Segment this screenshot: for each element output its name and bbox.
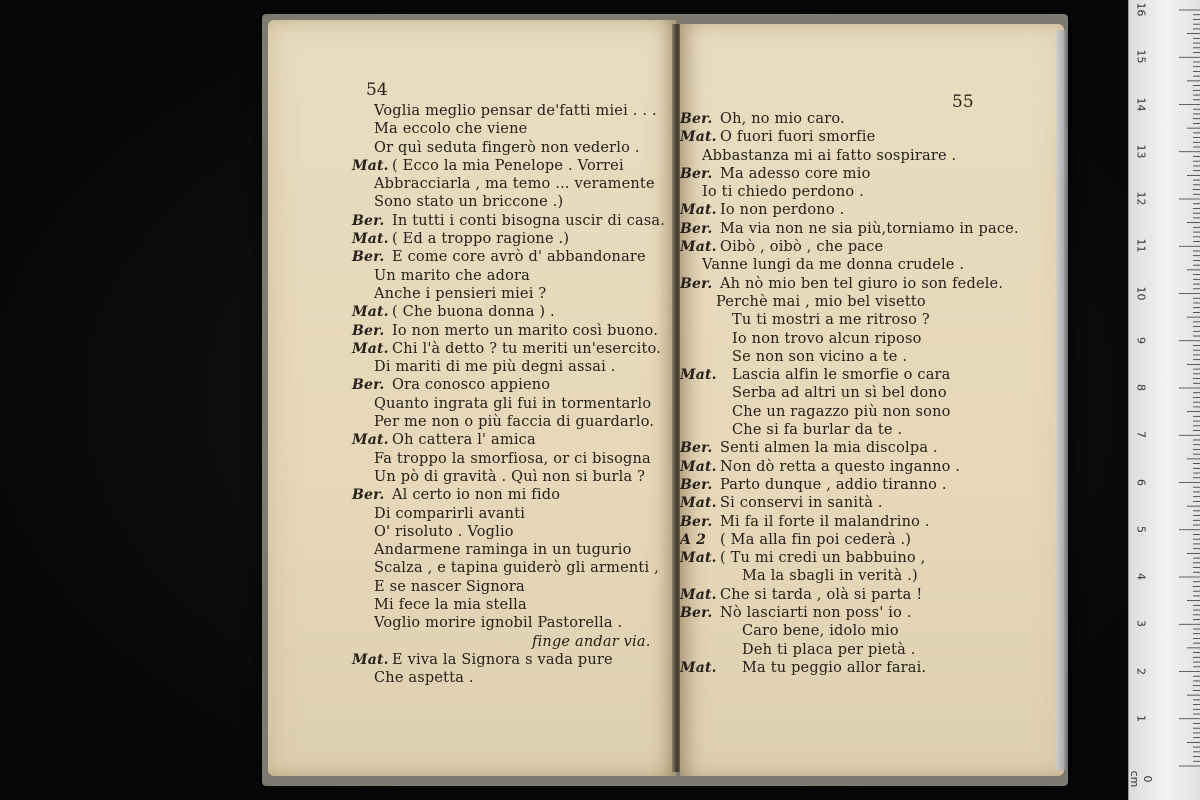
verse-line xyxy=(680,183,1060,201)
speaker-label: Mat. xyxy=(680,586,717,603)
ruler-number: 7 xyxy=(1134,431,1148,439)
verse-line xyxy=(352,139,672,157)
verse-line xyxy=(680,513,1060,531)
speaker-label: Mat. xyxy=(352,432,389,449)
speaker-label: Mat. xyxy=(680,129,717,146)
verse-line xyxy=(680,641,1060,659)
line-text: Fa troppo la smorfiosa, or ci bisogna xyxy=(374,450,651,467)
verse-line xyxy=(352,322,672,340)
line-text: Ma via non ne sia più,torniamo in pace. xyxy=(720,220,1019,237)
line-text: Oh cattera l' amica xyxy=(392,432,536,449)
speaker-label: Mat. xyxy=(352,651,389,668)
measuring-ruler xyxy=(1128,0,1200,800)
line-text: Or quì seduta fingerò non vederlo . xyxy=(374,139,640,156)
speaker-label: Mat. xyxy=(680,659,717,676)
line-text: Tu ti mostri a me ritroso ? xyxy=(732,312,930,329)
verse-line xyxy=(352,102,672,120)
speaker-label: Mat. xyxy=(352,340,389,357)
ruler-number: 16 xyxy=(1134,2,1148,17)
line-text: Caro bene, idolo mio xyxy=(742,623,899,640)
speaker-label: Ber. xyxy=(680,440,713,457)
verse-line xyxy=(352,596,672,614)
page-edge xyxy=(1056,30,1066,770)
speaker-label: Ber. xyxy=(680,476,713,493)
verse-line xyxy=(352,669,672,687)
speaker-label: Mat. xyxy=(680,202,717,219)
ruler-number: 11 xyxy=(1134,238,1148,253)
verse-line xyxy=(352,468,672,486)
line-text: ( Ma alla fin poi cederà .) xyxy=(720,531,912,548)
verse-line xyxy=(352,523,672,541)
speaker-label: Mat. xyxy=(680,239,717,256)
verse-line xyxy=(680,165,1060,183)
line-text: Di comparirli avanti xyxy=(374,505,526,522)
speaker-label: Ber. xyxy=(352,377,385,394)
line-text: Ma eccolo che viene xyxy=(374,121,528,138)
verse-line xyxy=(680,110,1060,128)
verse-line xyxy=(352,431,672,449)
verse-line xyxy=(680,549,1060,567)
verse-line xyxy=(352,395,672,413)
speaker-label: Mat. xyxy=(680,495,717,512)
ruler-number: 15 xyxy=(1134,49,1148,64)
line-text: Che si tarda , olà si parta ! xyxy=(720,586,923,603)
line-text: Al certo io non mi fido xyxy=(392,487,561,504)
line-text: Mi fece la mia stella xyxy=(374,597,527,614)
line-text: Lascia alfin le smorfie o cara xyxy=(732,367,951,384)
line-text: Ma tu peggio allor farai. xyxy=(742,659,927,676)
line-text: Io non merto un marito così buono. xyxy=(392,322,659,339)
verse-line xyxy=(352,193,672,211)
speaker-label: Mat. xyxy=(680,458,717,475)
line-text: Oh, no mio caro. xyxy=(720,111,845,127)
line-text: Serba ad altri un sì bel dono xyxy=(732,385,947,402)
line-text: Abbracciarla , ma temo ... veramente xyxy=(374,176,655,193)
verse-line xyxy=(680,128,1060,146)
line-text: Ma adesso core mio xyxy=(720,165,871,182)
verse-line xyxy=(680,659,1060,677)
line-text: Voglia meglio pensar de'fatti miei . . . xyxy=(374,103,657,119)
speaker-label: Ber. xyxy=(680,513,713,530)
line-text: Oibò , oibò , che pace xyxy=(720,239,884,256)
line-text: Che si fa burlar da te . xyxy=(732,422,903,439)
speaker-label: Ber. xyxy=(680,111,713,127)
verse-line xyxy=(352,358,672,376)
ruler-number: 4 xyxy=(1134,573,1148,580)
verse-line xyxy=(352,486,672,504)
verse-line xyxy=(352,303,672,321)
verse-line xyxy=(352,376,672,394)
verse-line xyxy=(680,366,1060,384)
speaker-label: Ber. xyxy=(680,275,713,292)
left-page-text xyxy=(352,102,672,688)
speaker-label: Mat. xyxy=(352,157,389,174)
verse-line xyxy=(352,578,672,596)
line-text: Che un ragazzo più non sono xyxy=(732,403,951,420)
verse-line xyxy=(352,285,672,303)
verse-line xyxy=(680,275,1060,293)
page-number-right: 55 xyxy=(952,92,974,112)
left-page xyxy=(268,20,676,776)
verse-line xyxy=(352,651,672,669)
verse-line xyxy=(352,248,672,266)
verse-line xyxy=(680,622,1060,640)
ruler-number: 1 xyxy=(1134,714,1148,722)
line-text: Scalza , e tapina guiderò gli armenti , xyxy=(374,560,659,577)
verse-line xyxy=(680,201,1060,219)
verse-line xyxy=(680,256,1060,274)
verse-line xyxy=(680,147,1060,165)
speaker-label: Mat. xyxy=(352,231,389,248)
ruler-number: 10 xyxy=(1134,286,1148,300)
line-text: Io non perdono . xyxy=(720,202,845,219)
right-page-text xyxy=(680,110,1060,677)
verse-line xyxy=(680,476,1060,494)
line-text: Sono stato un briccone .) xyxy=(374,194,564,211)
ruler-number: 6 xyxy=(1134,478,1148,486)
speaker-label: A 2 xyxy=(680,531,707,548)
verse-line xyxy=(352,541,672,559)
ruler-number: 13 xyxy=(1134,144,1148,159)
verse-line xyxy=(680,220,1060,238)
line-text: Ah nò mio ben tel giuro io son fedele. xyxy=(720,275,1004,292)
line-text: Non dò retta a questo inganno . xyxy=(720,458,961,475)
line-text: O' risoluto . Voglio xyxy=(374,523,514,540)
verse-line xyxy=(352,175,672,193)
line-text: ( Tu mi credi un babbuino , xyxy=(720,550,926,567)
line-text: Ora conosco appieno xyxy=(392,377,551,394)
verse-line xyxy=(352,267,672,285)
ruler-number: 8 xyxy=(1134,384,1148,391)
line-text: O fuori fuori smorfie xyxy=(720,129,876,146)
line-text: ( Che buona donna ) . xyxy=(392,304,555,321)
verse-line xyxy=(352,633,672,651)
line-text: Vanne lungi da me donna crudele . xyxy=(702,257,965,274)
verse-line xyxy=(680,330,1060,348)
ruler-number: 14 xyxy=(1134,97,1148,111)
verse-line xyxy=(352,120,672,138)
verse-line xyxy=(680,384,1060,402)
verse-line xyxy=(352,340,672,358)
line-text: Voglio morire ignobil Pastorella . xyxy=(374,615,623,632)
speaker-label: Ber. xyxy=(352,249,385,266)
line-text: ( Ecco la mia Penelope . Vorrei xyxy=(392,157,624,174)
verse-line xyxy=(352,614,672,632)
line-text: Deh ti placa per pietà . xyxy=(742,641,916,658)
verse-line xyxy=(352,505,672,523)
ruler-number: 2 xyxy=(1134,667,1148,675)
speaker-label: Ber. xyxy=(352,212,385,229)
line-text: Quanto ingrata gli fui in tormentarlo xyxy=(374,395,652,412)
verse-line xyxy=(680,348,1060,366)
line-text: Abbastanza mi ai fatto sospirare . xyxy=(702,147,957,164)
ruler-number: 5 xyxy=(1134,525,1148,533)
ruler-number: 3 xyxy=(1134,620,1148,628)
line-text: Io non trovo alcun riposo xyxy=(732,330,922,347)
line-text: Senti almen la mia discolpa . xyxy=(720,440,938,457)
verse-line xyxy=(352,157,672,175)
line-text: Parto dunque , addio tiranno . xyxy=(720,476,947,493)
right-page xyxy=(680,24,1064,776)
line-text: In tutti i conti bisogna uscir di casa. xyxy=(392,212,666,229)
verse-line xyxy=(680,439,1060,457)
verse-line xyxy=(352,450,672,468)
line-text: Che aspetta . xyxy=(374,670,474,687)
line-text: E viva la Signora s vada pure xyxy=(392,651,613,668)
line-text: Di mariti di me più degni assai . xyxy=(374,359,616,376)
verse-line xyxy=(680,586,1060,604)
speaker-label: Mat. xyxy=(680,367,717,384)
verse-line xyxy=(352,212,672,230)
ruler-unit-label: 0 cm xyxy=(1128,770,1154,788)
speaker-label: Mat. xyxy=(352,304,389,321)
verse-line xyxy=(680,604,1060,622)
speaker-label: Ber. xyxy=(680,165,713,182)
verse-line xyxy=(680,531,1060,549)
speaker-label: Ber. xyxy=(352,322,385,339)
speaker-label: Ber. xyxy=(680,605,713,622)
verse-line xyxy=(680,458,1060,476)
line-text: Un marito che adora xyxy=(374,267,530,284)
verse-line xyxy=(680,238,1060,256)
line-text: E se nascer Signora xyxy=(374,578,525,595)
page-number-left: 54 xyxy=(366,80,388,100)
verse-line xyxy=(352,413,672,431)
line-text: Anche i pensieri miei ? xyxy=(374,285,547,302)
speaker-label: Ber. xyxy=(352,487,385,504)
speaker-label: Mat. xyxy=(680,550,717,567)
line-text: Perchè mai , mio bel visetto xyxy=(716,293,926,310)
line-text: Io ti chiedo perdono . xyxy=(702,184,864,201)
line-text: Un pò di gravità . Quì non si burla ? xyxy=(374,468,646,485)
line-text: ( Ed a troppo ragione .) xyxy=(392,231,570,248)
line-text: Ma la sbagli in verità .) xyxy=(742,568,918,585)
speaker-label: Ber. xyxy=(680,220,713,237)
line-text: Per me non o più faccia di guardarlo. xyxy=(374,414,655,431)
line-text: Andarmene raminga in un tugurio xyxy=(374,542,632,559)
line-text: finge andar via. xyxy=(532,633,651,650)
line-text: Se non son vicino a te . xyxy=(732,348,908,365)
verse-line xyxy=(680,567,1060,585)
ruler-number: 9 xyxy=(1134,336,1148,344)
line-text: Mi fa il forte il malandrino . xyxy=(720,513,930,530)
line-text: Chi l'à detto ? tu meriti un'esercito. xyxy=(392,340,662,357)
line-text: Nò lasciarti non poss' io . xyxy=(720,605,912,622)
verse-line xyxy=(680,293,1060,311)
line-text: E come core avrò d' abbandonare xyxy=(392,249,646,266)
ruler-number: 12 xyxy=(1134,191,1148,206)
verse-line xyxy=(680,494,1060,512)
verse-line xyxy=(352,230,672,248)
line-text: Si conservi in sanità . xyxy=(720,495,883,512)
verse-line xyxy=(680,421,1060,439)
verse-line xyxy=(352,559,672,577)
verse-line xyxy=(680,403,1060,421)
verse-line xyxy=(680,311,1060,329)
